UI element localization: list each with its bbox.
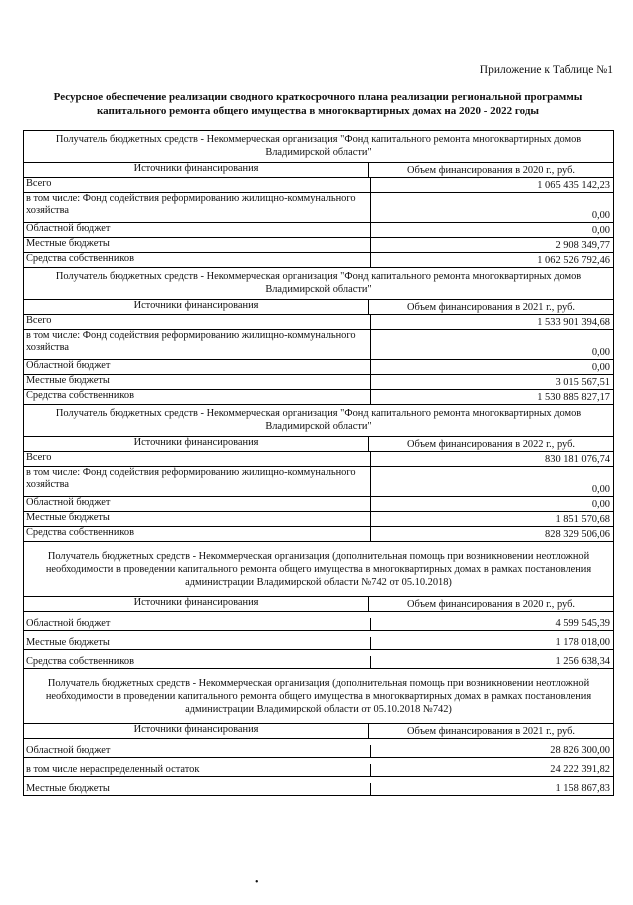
appendix-label: Приложение к Таблице №1 bbox=[479, 64, 613, 76]
table-row bbox=[24, 738, 613, 757]
row-label: Средства собственников bbox=[24, 390, 371, 404]
row-value: 828 329 506,06 bbox=[545, 529, 610, 540]
table-row bbox=[24, 526, 613, 541]
row-value: 0,00 bbox=[591, 210, 610, 221]
column-header-source: Источники финансирования bbox=[24, 163, 369, 177]
row-label: в том числе: Фонд содействия реформированию жилищно-коммунального хозяйства bbox=[24, 193, 371, 222]
row-value: 0,00 bbox=[591, 499, 610, 510]
table-row bbox=[24, 757, 613, 776]
table-row bbox=[24, 389, 613, 404]
row-label: Средства собственников bbox=[24, 527, 371, 541]
table-row bbox=[24, 466, 613, 496]
table-row bbox=[24, 511, 613, 526]
table-row bbox=[24, 630, 613, 649]
funding-block-2021 bbox=[23, 267, 614, 404]
recipient-header: Получатель бюджетных средств - Некоммерческая организация (дополнительная помощь при возникновении неотложной необходимости в проведении капитального ремонта общего имущества в многоквартирных домах в рамках постановления администрации Владимирской области от 05.10.2018 №742) bbox=[24, 668, 613, 723]
column-header-volume: Объем финансирования в 2020 г., руб. bbox=[407, 165, 575, 176]
recipient-header: Получатель бюджетных средств - Некоммерческая организация "Фонд капитального ремонта многоквартирных домов Владимирской области" bbox=[24, 130, 613, 162]
column-header-volume: Объем финансирования в 2020 г., руб. bbox=[407, 599, 575, 610]
row-value: 1 530 885 827,17 bbox=[537, 392, 610, 403]
row-value: 3 015 567,51 bbox=[555, 377, 610, 388]
row-label: Областной бюджет bbox=[24, 360, 371, 374]
row-label: в том числе нераспределенный остаток bbox=[24, 764, 371, 776]
row-label: Всего bbox=[24, 178, 371, 192]
row-value: 1 533 901 394,68 bbox=[537, 317, 610, 328]
column-header-source: Источники финансирования bbox=[24, 724, 369, 738]
row-value: 1 256 638,34 bbox=[555, 656, 610, 667]
row-value: 1 158 867,83 bbox=[555, 783, 610, 794]
table-row bbox=[24, 374, 613, 389]
funding-document bbox=[23, 130, 614, 796]
table-row bbox=[24, 314, 613, 329]
table-row bbox=[24, 222, 613, 237]
table-row bbox=[24, 451, 613, 466]
row-value: 1 178 018,00 bbox=[555, 637, 610, 648]
row-label: Местные бюджеты bbox=[24, 238, 371, 252]
row-value: 0,00 bbox=[591, 347, 610, 358]
row-label: в том числе: Фонд содействия реформированию жилищно-коммунального хозяйства bbox=[24, 467, 371, 496]
table-row bbox=[24, 496, 613, 511]
row-value: 28 826 300,00 bbox=[550, 745, 610, 756]
row-value: 1 851 570,68 bbox=[555, 514, 610, 525]
row-label: Областной бюджет bbox=[24, 497, 371, 511]
table-row bbox=[24, 252, 613, 267]
row-label: Средства собственников bbox=[24, 253, 371, 267]
recipient-header: Получатель бюджетных средств - Некоммерческая организация (дополнительная помощь при возникновении неотложной необходимости в проведении капитального ремонта общего имущества в многоквартирных домах в рамках постановления администрации Владимирской области №742 от 05.10.2018) bbox=[24, 541, 613, 596]
column-header-row bbox=[24, 596, 613, 611]
additional-help-block-2020 bbox=[23, 541, 614, 668]
column-header-volume: Объем финансирования в 2022 г., руб. bbox=[407, 439, 575, 450]
column-header-row bbox=[24, 723, 613, 738]
row-value: 0,00 bbox=[591, 484, 610, 495]
column-header-row bbox=[24, 162, 613, 177]
row-label: Всего bbox=[24, 452, 371, 466]
row-value: 4 599 545,39 bbox=[555, 618, 610, 629]
row-value: 1 062 526 792,46 bbox=[537, 255, 610, 266]
row-value: 0,00 bbox=[591, 362, 610, 373]
table-row bbox=[24, 359, 613, 374]
funding-block-2020 bbox=[23, 130, 614, 267]
table-row bbox=[24, 192, 613, 222]
funding-block-2022 bbox=[23, 404, 614, 541]
row-label: Местные бюджеты bbox=[24, 512, 371, 526]
row-value: 2 908 349,77 bbox=[555, 240, 610, 251]
footer-mark: • bbox=[255, 877, 259, 888]
additional-help-block-2021 bbox=[23, 668, 614, 796]
row-label: Всего bbox=[24, 315, 371, 329]
table-row bbox=[24, 237, 613, 252]
row-value: 24 222 391,82 bbox=[550, 764, 610, 775]
row-label: Средства собственников bbox=[24, 656, 371, 668]
row-label: в том числе: Фонд содействия реформированию жилищно-коммунального хозяйства bbox=[24, 330, 371, 359]
row-label: Местные бюджеты bbox=[24, 783, 371, 795]
row-label: Местные бюджеты bbox=[24, 637, 371, 649]
column-header-source: Источники финансирования bbox=[24, 597, 369, 611]
recipient-header: Получатель бюджетных средств - Некоммерческая организация "Фонд капитального ремонта многоквартирных домов Владимирской области" bbox=[24, 267, 613, 299]
row-value: 0,00 bbox=[591, 225, 610, 236]
row-value: 830 181 076,74 bbox=[545, 454, 610, 465]
page-title: Ресурсное обеспечение реализации сводного краткосрочного плана реализации региональной программы капитального ремонта общего имущества в многоквартирных домах на 2020 - 2022 годы bbox=[53, 91, 583, 117]
table-row bbox=[24, 776, 613, 796]
column-header-row bbox=[24, 299, 613, 314]
table-row bbox=[24, 177, 613, 192]
row-value: 1 065 435 142,23 bbox=[537, 180, 610, 191]
column-header-volume: Объем финансирования в 2021 г., руб. bbox=[407, 302, 575, 313]
column-header-row bbox=[24, 436, 613, 451]
table-row bbox=[24, 611, 613, 630]
column-header-source: Источники финансирования bbox=[24, 437, 369, 451]
row-label: Областной бюджет bbox=[24, 223, 371, 237]
row-label: Местные бюджеты bbox=[24, 375, 371, 389]
table-row bbox=[24, 329, 613, 359]
table-row bbox=[24, 649, 613, 668]
column-header-source: Источники финансирования bbox=[24, 300, 369, 314]
row-label: Областной бюджет bbox=[24, 618, 371, 630]
row-label: Областной бюджет bbox=[24, 745, 371, 757]
column-header-volume: Объем финансирования в 2021 г., руб. bbox=[407, 726, 575, 737]
recipient-header: Получатель бюджетных средств - Некоммерческая организация "Фонд капитального ремонта многоквартирных домов Владимирской области" bbox=[24, 404, 613, 436]
